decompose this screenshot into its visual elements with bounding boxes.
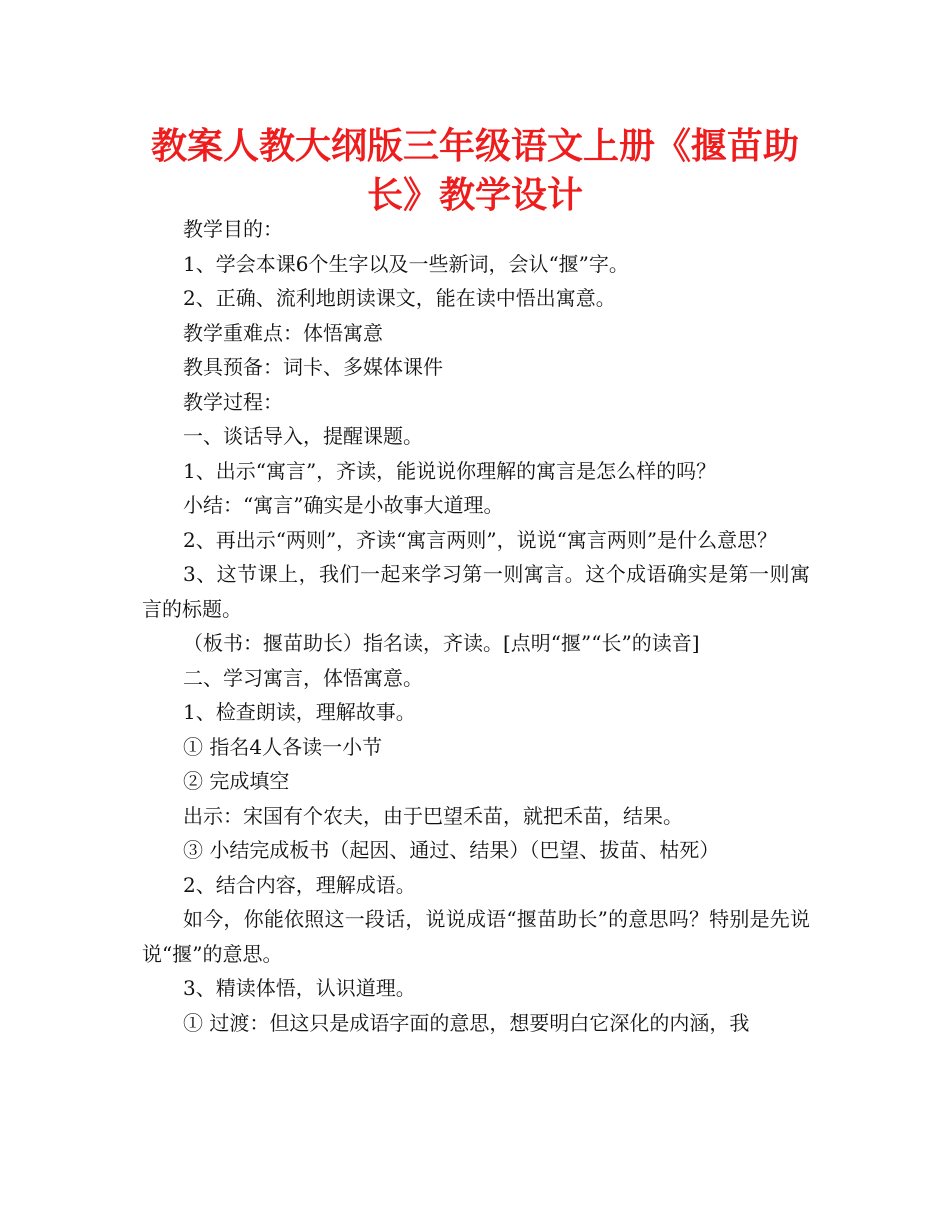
paragraph-check-reading: 1、检查朗读，理解故事。 <box>183 700 416 724</box>
paragraph-key-difficulty: 教学重难点：体悟寓意 <box>183 320 383 345</box>
paragraph-process-heading: 教学过程： <box>183 389 283 414</box>
paragraph-board-writing: （板书：揠苗助长）指名读，齐读。[点明“揠”“长”的读音] <box>183 631 700 655</box>
paragraph-understand-idiom: 2、结合内容，理解成语。 <box>183 872 416 897</box>
paragraph-teaching-goals-heading: 教学目的： <box>183 217 283 241</box>
paragraph-item-2: ② 完成填空 <box>183 769 290 793</box>
paragraph-item-1: ① 指名4人各读一小节 <box>183 734 383 759</box>
paragraph-summary: 小结：“寓言”确实是小故事大道理。 <box>183 493 504 517</box>
document-body <box>142 212 810 1040</box>
paragraph-section-1-heading: 一、谈话导入，提醒课题。 <box>183 424 423 448</box>
paragraph-goal-2: 2、正确、流利地朗读课文，能在读中悟出寓意。 <box>183 286 616 310</box>
paragraph-idiom-question: 如今，你能依照这一段话，说说成语“揠苗助长”的意思吗？特别是先说说“揠”的意思。 <box>142 907 810 966</box>
paragraph-transition: ① 过渡：但这只是成语字面的意思，想要明白它深化的内涵，我 <box>183 1010 750 1035</box>
paragraph-section-2-heading: 二、学习寓言，体悟寓意。 <box>183 665 423 690</box>
paragraph-close-reading: 3、精读体悟，认识道理。 <box>183 976 416 1000</box>
paragraph-goal-1: 1、学会本课6个生字以及一些新词，会认“揠”字。 <box>183 251 629 276</box>
paragraph-step-3: 3、这节课上，我们一起来学习第一则寓言。这个成语确实是第一则寓言的标题。 <box>142 562 810 621</box>
paragraph-fill-blank: 出示：宋国有个农夫，由于巴望禾苗，就把禾苗，结果。 <box>183 803 683 828</box>
paragraph-step-2: 2、再出示“两则”，齐读“寓言两则”，说说“寓言两则”是什么意思？ <box>183 527 778 552</box>
document-title: 教案人教大纲版三年级语文上册《揠苗助长》教学设计 <box>150 126 799 216</box>
paragraph-item-3: ③ 小结完成板书（起因、通过、结果）（巴望、拔苗、枯死） <box>183 838 720 862</box>
paragraph-step-1: 1、出示“寓言”，齐读，能说说你理解的寓言是怎么样的吗？ <box>183 458 717 483</box>
paragraph-teaching-aids: 教具预备：词卡、多媒体课件 <box>183 355 443 379</box>
